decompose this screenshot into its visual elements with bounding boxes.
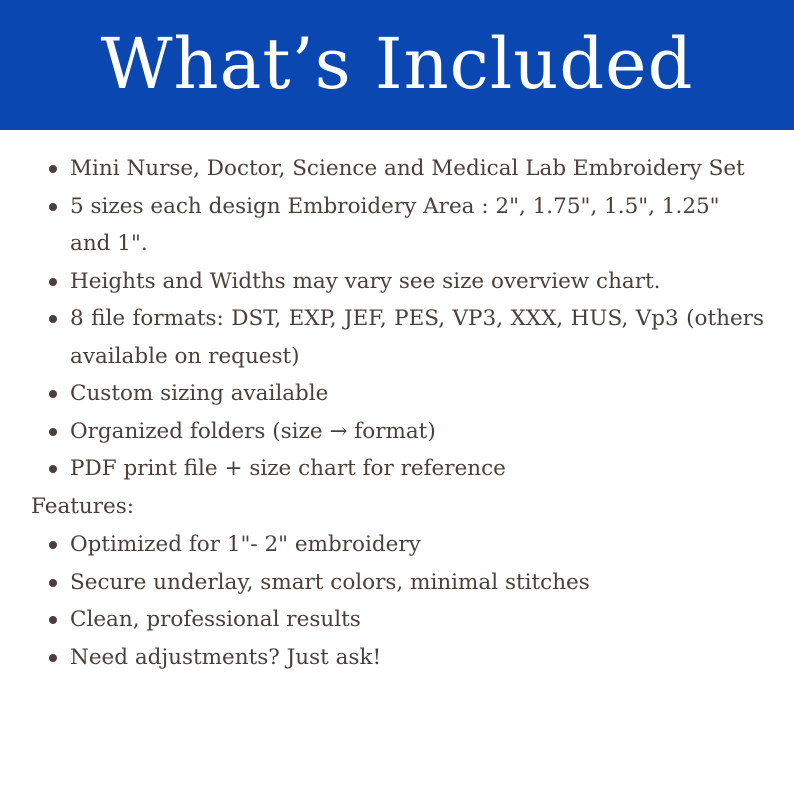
- header-banner: [0, 0, 794, 130]
- list-item: [0, 188, 794, 263]
- list-item-text: Secure underlay, smart colors, minimal stitches: [70, 569, 590, 595]
- page-title: What’s Included: [100, 23, 694, 105]
- list-item: [0, 263, 794, 301]
- list-item: [0, 601, 794, 639]
- bullet-icon: [49, 616, 57, 624]
- bullet-icon: [49, 390, 57, 398]
- included-list: [0, 150, 794, 488]
- list-item: [0, 564, 794, 602]
- bullet-icon: [49, 165, 57, 173]
- bullet-icon: [49, 541, 57, 549]
- bullet-icon: [49, 315, 57, 323]
- list-item-text: Clean, professional results: [70, 607, 361, 632]
- features-heading: Features:: [31, 494, 135, 519]
- list-item: [0, 526, 794, 564]
- list-item: [0, 300, 794, 375]
- list-item-text: Organized folders (size → format): [70, 418, 436, 444]
- bullet-icon: [49, 428, 57, 436]
- bullet-icon: [49, 465, 57, 473]
- list-item: [0, 375, 794, 413]
- list-item-text: 5 sizes each design Embroidery Area : 2", 1.75", 1.5", 1.25" and 1".: [70, 193, 720, 256]
- list-item-text: Need adjustments? Just ask!: [70, 644, 382, 670]
- bullet-icon: [49, 203, 57, 211]
- bullet-icon: [49, 654, 57, 662]
- list-item-text: Custom sizing available: [70, 381, 329, 406]
- list-item: [0, 413, 794, 451]
- list-item: [0, 639, 794, 677]
- features-section: [0, 526, 794, 676]
- list-item-text: Mini Nurse, Doctor, Science and Medical Lab Embroidery Set: [70, 156, 745, 181]
- list-item: [0, 150, 794, 188]
- features-list: [0, 526, 794, 676]
- included-section: [0, 150, 794, 488]
- list-item-text: Heights and Widths may vary see size overview chart.: [70, 268, 661, 294]
- bullet-icon: [49, 579, 57, 587]
- list-item-text: Optimized for 1"- 2" embroidery: [70, 532, 421, 557]
- list-item-text: 8 file formats: DST, EXP, JEF, PES, VP3, XXX, HUS, Vp3 (others available on request): [70, 306, 764, 369]
- list-item-text: PDF print file + size chart for reference: [70, 456, 506, 481]
- bullet-icon: [49, 278, 57, 286]
- list-item: [0, 450, 794, 488]
